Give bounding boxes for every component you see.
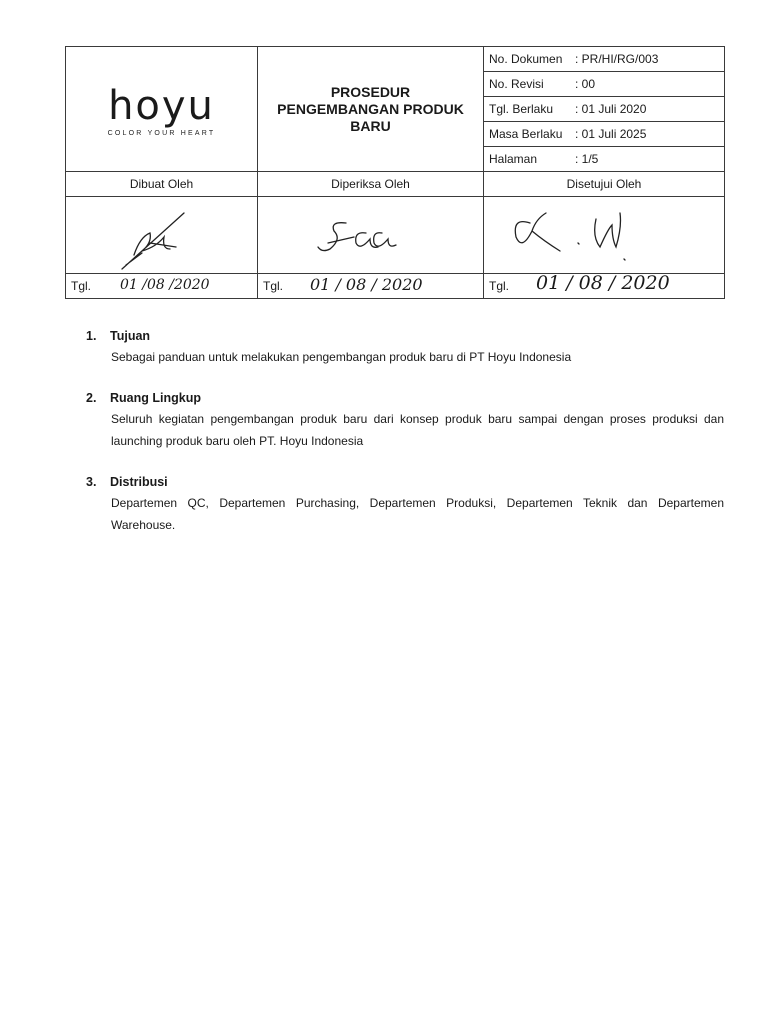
role-approved-by: Disetujui Oleh: [484, 172, 725, 197]
section-tujuan: [86, 326, 726, 368]
date-label: Tgl.: [263, 279, 284, 293]
signature-created-image: [66, 197, 258, 273]
section-heading: [86, 472, 726, 492]
meta-row-validity: [484, 122, 725, 147]
meta-label: Masa Berlaku: [489, 127, 563, 141]
date-label: Tgl.: [71, 279, 92, 293]
section-heading: [86, 388, 726, 408]
date-cell-approved: [484, 274, 725, 299]
meta-value: : PR/HI/RG/003: [575, 52, 659, 66]
signature-checked-image: [258, 197, 484, 273]
meta-label: Halaman: [489, 152, 538, 166]
section-ruang-lingkup: [86, 388, 726, 452]
meta-row-effective-date: [484, 97, 725, 122]
role-checked-by: Diperiksa Oleh: [258, 172, 484, 197]
title-line: PENGEMBANGAN PRODUK: [277, 100, 464, 117]
handwritten-date-created: 01 /08 /2020: [120, 277, 210, 293]
meta-label: Tgl. Berlaku: [489, 102, 554, 116]
signature-cell-approved: [484, 197, 725, 274]
meta-value: : 00: [575, 77, 596, 91]
document-title: [258, 47, 484, 172]
section-number: 1.: [86, 329, 97, 343]
meta-row-page: [484, 147, 725, 172]
section-body: Departemen QC, Departemen Purchasing, Departemen Produksi, Departemen Teknik dan Departemen Warehouse.: [111, 496, 724, 532]
section-title: Ruang Lingkup: [110, 391, 201, 405]
title-line: BARU: [350, 117, 391, 134]
section-title: Distribusi: [110, 475, 168, 489]
logo-tagline: COLOR YOUR HEART: [107, 129, 216, 137]
handwritten-date-approved: 01 / 08 / 2020: [536, 272, 670, 294]
section-body: Sebagai panduan untuk melakukan pengembangan produk baru di PT Hoyu Indonesia: [111, 350, 572, 364]
meta-value: : 01 Juli 2020: [575, 102, 647, 116]
section-title: Tujuan: [110, 329, 151, 343]
meta-row-revision: [484, 72, 725, 97]
signature-cell-created: [66, 197, 258, 274]
section-distribusi: [86, 472, 726, 536]
date-cell-created: [66, 274, 258, 299]
meta-value: : 1/5: [575, 152, 599, 166]
meta-label: No. Dokumen: [489, 52, 563, 66]
title-line: PROSEDUR: [330, 83, 411, 100]
handwritten-date-checked: 01 / 08 / 2020: [310, 275, 423, 294]
date-cell-checked: [258, 274, 484, 299]
meta-row-document-number: [484, 47, 725, 72]
section-number: 2.: [86, 391, 97, 405]
document-header-table: [65, 46, 725, 299]
hoyu-logo: hoyu: [108, 82, 215, 129]
signature-approved-image: [484, 197, 725, 273]
meta-value: : 01 Juli 2025: [575, 127, 647, 141]
document-sections: [86, 326, 726, 556]
section-number: 3.: [86, 475, 97, 489]
section-heading: [86, 326, 726, 346]
meta-label: No. Revisi: [489, 77, 544, 91]
section-body: Seluruh kegiatan pengembangan produk baru dari konsep produk baru sampai dengan proses produksi dan launching produk baru oleh PT. Hoyu Indonesia: [111, 412, 724, 448]
date-label: Tgl.: [489, 279, 510, 293]
logo-cell: [66, 47, 258, 172]
signature-cell-checked: [258, 197, 484, 274]
role-created-by: Dibuat Oleh: [66, 172, 258, 197]
